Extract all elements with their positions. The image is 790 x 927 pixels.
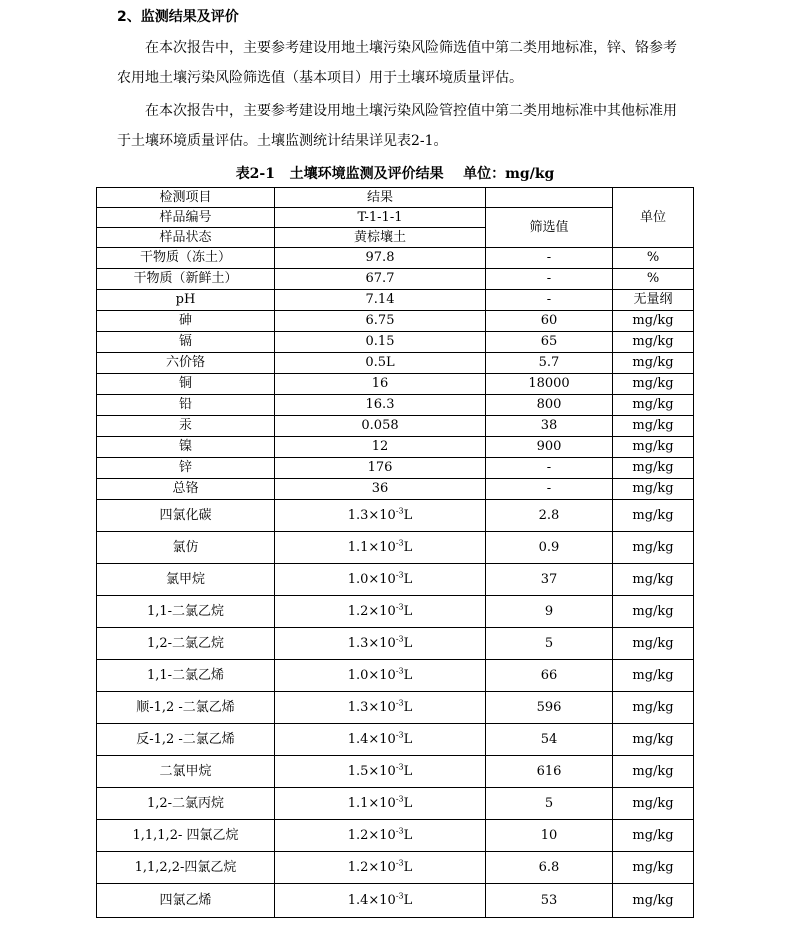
section-heading: 2、监测结果及评价 bbox=[117, 9, 239, 25]
header-blank bbox=[486, 188, 613, 208]
result-base: 1.0×10 bbox=[347, 667, 396, 683]
table-caption: 表2-1 土壤环境监测及评价结果 单位：mg/kg bbox=[235, 166, 555, 182]
table-row bbox=[97, 788, 694, 820]
result-suffix: L bbox=[403, 699, 413, 715]
result-exponent: -3 bbox=[395, 634, 404, 644]
cell-result bbox=[275, 692, 486, 724]
cell-item: 1,2-二氯乙烷 bbox=[97, 628, 275, 660]
result-suffix: L bbox=[403, 827, 413, 843]
table-row bbox=[97, 532, 694, 564]
result-base: 1.1×10 bbox=[347, 795, 396, 811]
table-row bbox=[97, 820, 694, 852]
result-exponent: -3 bbox=[395, 730, 404, 740]
table-row bbox=[97, 692, 694, 724]
results-table-body bbox=[97, 188, 694, 918]
result-suffix: L bbox=[403, 795, 413, 811]
cell-item: 氯仿 bbox=[97, 532, 275, 564]
table-row bbox=[97, 756, 694, 788]
cell-screening: 38 bbox=[486, 416, 613, 437]
result-base: 1.3×10 bbox=[347, 699, 396, 715]
cell-unit: mg/kg bbox=[613, 884, 694, 918]
cell-result: 67.7 bbox=[275, 269, 486, 290]
cell-screening: 900 bbox=[486, 437, 613, 458]
cell-unit: mg/kg bbox=[613, 311, 694, 332]
cell-item: 四氯化碳 bbox=[97, 500, 275, 532]
result-exponent: -3 bbox=[395, 602, 404, 612]
cell-screening: 60 bbox=[486, 311, 613, 332]
cell-screening: 37 bbox=[486, 564, 613, 596]
cell-item: 氯甲烷 bbox=[97, 564, 275, 596]
cell-screening: 0.9 bbox=[486, 532, 613, 564]
cell-unit: mg/kg bbox=[613, 479, 694, 500]
result-suffix: L bbox=[403, 507, 413, 523]
result-base: 1.0×10 bbox=[347, 571, 396, 587]
table-row bbox=[97, 353, 694, 374]
cell-unit: mg/kg bbox=[613, 660, 694, 692]
cell-item: 铅 bbox=[97, 395, 275, 416]
cell-unit: mg/kg bbox=[613, 692, 694, 724]
cell-screening: 10 bbox=[486, 820, 613, 852]
cell-screening: 18000 bbox=[486, 374, 613, 395]
cell-screening: 5 bbox=[486, 628, 613, 660]
header-sample-state-label: 样品状态 bbox=[97, 228, 275, 248]
table-row bbox=[97, 437, 694, 458]
cell-unit: mg/kg bbox=[613, 395, 694, 416]
header-unit: 单位 bbox=[613, 188, 694, 248]
cell-item: 顺-1,2 -二氯乙烯 bbox=[97, 692, 275, 724]
table-row bbox=[97, 564, 694, 596]
cell-unit: mg/kg bbox=[613, 788, 694, 820]
cell-item: 反-1,2 -二氯乙烯 bbox=[97, 724, 275, 756]
cell-result bbox=[275, 788, 486, 820]
cell-result: 12 bbox=[275, 437, 486, 458]
cell-result bbox=[275, 852, 486, 884]
cell-screening: 6.8 bbox=[486, 852, 613, 884]
paragraph-2: 在本次报告中，主要参考建设用地土壤污染风险管控值中第二类用地标准中其他标准用于土壤环境质量评估。土壤监测统计结果详见表2-1。 bbox=[117, 103, 677, 149]
cell-unit: mg/kg bbox=[613, 596, 694, 628]
cell-item: 1,1,2,2-四氯乙烷 bbox=[97, 852, 275, 884]
header-result: 结果 bbox=[275, 188, 486, 208]
table-row bbox=[97, 332, 694, 353]
cell-item: 四氯乙烯 bbox=[97, 884, 275, 918]
cell-result: 36 bbox=[275, 479, 486, 500]
cell-result bbox=[275, 596, 486, 628]
table-row bbox=[97, 500, 694, 532]
cell-result bbox=[275, 564, 486, 596]
cell-screening: - bbox=[486, 248, 613, 269]
result-base: 1.2×10 bbox=[347, 603, 396, 619]
cell-result: 0.5L bbox=[275, 353, 486, 374]
cell-item: pH bbox=[97, 290, 275, 311]
cell-result: 97.8 bbox=[275, 248, 486, 269]
cell-result: 0.15 bbox=[275, 332, 486, 353]
result-base: 1.3×10 bbox=[347, 507, 396, 523]
cell-result bbox=[275, 628, 486, 660]
table-row bbox=[97, 248, 694, 269]
cell-result: 176 bbox=[275, 458, 486, 479]
table-row bbox=[97, 290, 694, 311]
result-suffix: L bbox=[403, 892, 413, 908]
cell-item: 汞 bbox=[97, 416, 275, 437]
cell-result bbox=[275, 756, 486, 788]
cell-screening: 2.8 bbox=[486, 500, 613, 532]
cell-item: 砷 bbox=[97, 311, 275, 332]
table-row bbox=[97, 416, 694, 437]
cell-unit: mg/kg bbox=[613, 532, 694, 564]
result-base: 1.4×10 bbox=[347, 892, 396, 908]
cell-unit: mg/kg bbox=[613, 332, 694, 353]
cell-unit: mg/kg bbox=[613, 820, 694, 852]
result-base: 1.4×10 bbox=[347, 731, 396, 747]
result-exponent: -3 bbox=[395, 538, 404, 548]
cell-screening: 66 bbox=[486, 660, 613, 692]
cell-unit: % bbox=[613, 248, 694, 269]
cell-unit: mg/kg bbox=[613, 564, 694, 596]
header-row-2 bbox=[97, 208, 694, 228]
header-item: 检测项目 bbox=[97, 188, 275, 208]
result-suffix: L bbox=[403, 731, 413, 747]
results-table bbox=[96, 187, 694, 918]
cell-result: 7.14 bbox=[275, 290, 486, 311]
cell-result: 6.75 bbox=[275, 311, 486, 332]
cell-result bbox=[275, 660, 486, 692]
cell-result: 16 bbox=[275, 374, 486, 395]
cell-unit: mg/kg bbox=[613, 724, 694, 756]
paragraph-1: 在本次报告中，主要参考建设用地土壤污染风险筛选值中第二类用地标准，锌、铬参考农用地土壤污染风险筛选值（基本项目）用于土壤环境质量评估。 bbox=[117, 40, 677, 86]
cell-item: 二氯甲烷 bbox=[97, 756, 275, 788]
cell-screening: 5 bbox=[486, 788, 613, 820]
cell-screening: - bbox=[486, 290, 613, 311]
cell-unit: mg/kg bbox=[613, 437, 694, 458]
cell-result: 16.3 bbox=[275, 395, 486, 416]
table-row bbox=[97, 660, 694, 692]
table-row bbox=[97, 596, 694, 628]
result-exponent: -3 bbox=[395, 762, 404, 772]
cell-result bbox=[275, 532, 486, 564]
cell-item: 1,1-二氯乙烷 bbox=[97, 596, 275, 628]
header-sample-id-label: 样品编号 bbox=[97, 208, 275, 228]
cell-unit: mg/kg bbox=[613, 353, 694, 374]
result-base: 1.2×10 bbox=[347, 827, 396, 843]
result-exponent: -3 bbox=[395, 506, 404, 516]
result-exponent: -3 bbox=[395, 794, 404, 804]
table-row bbox=[97, 852, 694, 884]
cell-item: 1,1-二氯乙烯 bbox=[97, 660, 275, 692]
result-suffix: L bbox=[403, 571, 413, 587]
cell-item: 1,1,1,2- 四氯乙烷 bbox=[97, 820, 275, 852]
cell-unit: % bbox=[613, 269, 694, 290]
cell-screening: 53 bbox=[486, 884, 613, 918]
cell-result bbox=[275, 724, 486, 756]
cell-result bbox=[275, 820, 486, 852]
header-row-1 bbox=[97, 188, 694, 208]
cell-unit: mg/kg bbox=[613, 500, 694, 532]
cell-screening: 616 bbox=[486, 756, 613, 788]
result-base: 1.2×10 bbox=[347, 859, 396, 875]
cell-unit: mg/kg bbox=[613, 374, 694, 395]
cell-screening: 5.7 bbox=[486, 353, 613, 374]
cell-item: 镉 bbox=[97, 332, 275, 353]
cell-unit: mg/kg bbox=[613, 852, 694, 884]
cell-item: 六价铬 bbox=[97, 353, 275, 374]
cell-result: 0.058 bbox=[275, 416, 486, 437]
result-exponent: -3 bbox=[395, 891, 404, 901]
cell-item: 干物质（新鲜土） bbox=[97, 269, 275, 290]
cell-item: 锌 bbox=[97, 458, 275, 479]
table-row bbox=[97, 269, 694, 290]
cell-screening: 800 bbox=[486, 395, 613, 416]
result-exponent: -3 bbox=[395, 570, 404, 580]
result-suffix: L bbox=[403, 539, 413, 555]
result-exponent: -3 bbox=[395, 858, 404, 868]
cell-result bbox=[275, 500, 486, 532]
cell-item: 镍 bbox=[97, 437, 275, 458]
result-suffix: L bbox=[403, 635, 413, 651]
table-row bbox=[97, 458, 694, 479]
cell-item: 总铬 bbox=[97, 479, 275, 500]
result-exponent: -3 bbox=[395, 826, 404, 836]
table-row bbox=[97, 374, 694, 395]
cell-unit: 无量纲 bbox=[613, 290, 694, 311]
cell-screening: 65 bbox=[486, 332, 613, 353]
result-suffix: L bbox=[403, 667, 413, 683]
cell-item: 铜 bbox=[97, 374, 275, 395]
cell-screening: 54 bbox=[486, 724, 613, 756]
result-suffix: L bbox=[403, 859, 413, 875]
cell-unit: mg/kg bbox=[613, 416, 694, 437]
table-row bbox=[97, 311, 694, 332]
result-base: 1.3×10 bbox=[347, 635, 396, 651]
result-base: 1.5×10 bbox=[347, 763, 396, 779]
result-suffix: L bbox=[403, 763, 413, 779]
header-sample-id: T-1-1-1 bbox=[275, 208, 486, 228]
cell-result bbox=[275, 884, 486, 918]
table-row bbox=[97, 628, 694, 660]
cell-screening: 9 bbox=[486, 596, 613, 628]
cell-screening: - bbox=[486, 269, 613, 290]
cell-item: 1,2-二氯丙烷 bbox=[97, 788, 275, 820]
table-row bbox=[97, 479, 694, 500]
cell-unit: mg/kg bbox=[613, 628, 694, 660]
result-suffix: L bbox=[403, 603, 413, 619]
table-row bbox=[97, 724, 694, 756]
result-base: 1.1×10 bbox=[347, 539, 396, 555]
cell-unit: mg/kg bbox=[613, 458, 694, 479]
header-sample-state: 黄棕壤土 bbox=[275, 228, 486, 248]
cell-item: 干物质（冻土） bbox=[97, 248, 275, 269]
table-row bbox=[97, 884, 694, 918]
cell-screening: 596 bbox=[486, 692, 613, 724]
table-row bbox=[97, 395, 694, 416]
result-exponent: -3 bbox=[395, 666, 404, 676]
cell-unit: mg/kg bbox=[613, 756, 694, 788]
cell-screening: - bbox=[486, 479, 613, 500]
cell-screening: - bbox=[486, 458, 613, 479]
result-exponent: -3 bbox=[395, 698, 404, 708]
header-screening: 筛选值 bbox=[486, 208, 613, 248]
